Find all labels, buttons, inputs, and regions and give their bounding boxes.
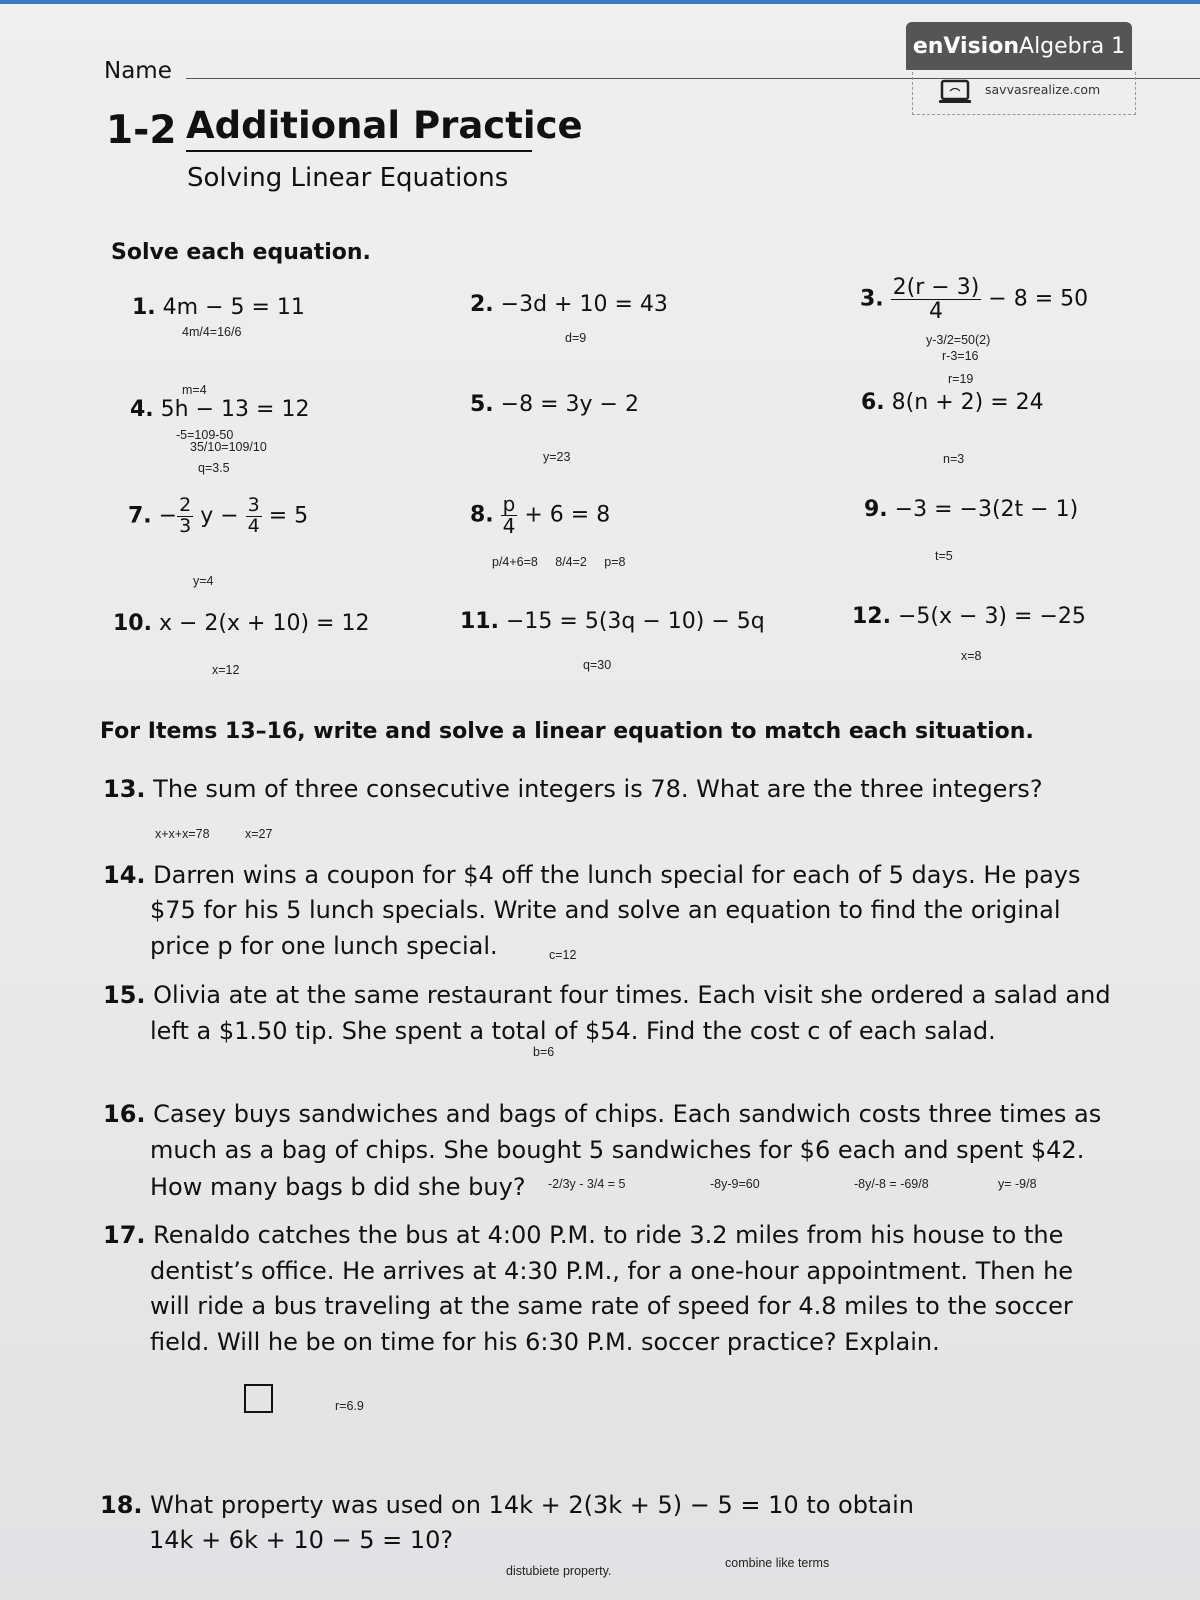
word-problem-16 <box>103 1097 1101 1132</box>
equation: −3d + 10 = 43 <box>500 292 668 317</box>
answer-note: -8y-9=60 <box>710 1177 760 1191</box>
name-label: Name <box>104 58 172 84</box>
fraction <box>501 494 518 537</box>
problem-3 <box>860 276 1088 323</box>
problem-text-line: The sum of three consecutive integers is 78. What are the three integers? <box>153 775 1043 803</box>
instructions-solve: Solve each equation. <box>111 240 371 265</box>
problem-number: 10. <box>113 611 152 636</box>
problem-2 <box>470 292 668 317</box>
fraction <box>177 496 193 537</box>
problem-number: 13. <box>103 775 146 803</box>
problem-number: 2. <box>470 292 494 317</box>
equation-rest: + 6 = 8 <box>517 502 611 528</box>
problem-1 <box>132 295 305 320</box>
problem-number: 18. <box>100 1491 143 1519</box>
problem-text-line: Renaldo catches the bus at 4:00 P.M. to ride 3.2 miles from his house to the <box>153 1221 1064 1249</box>
problem-text-line: will ride a bus traveling at the same rate of speed for 4.8 miles to the soccer <box>150 1292 1073 1320</box>
answer-note: 35/10=109/10 <box>190 440 267 454</box>
problem-text-line: price p for one lunch special. <box>150 932 498 960</box>
fraction-numerator: 2 <box>179 494 192 516</box>
problem-number: 16. <box>103 1100 146 1128</box>
problem-8 <box>470 494 610 537</box>
problem-12 <box>852 604 1086 629</box>
problem-text-line: much as a bag of chips. She bought 5 sandwiches for $6 each and spent $42. <box>150 1136 1085 1164</box>
problem-number: 4. <box>130 397 154 422</box>
laptop-icon <box>938 78 972 106</box>
equation: −3 = −3(2t − 1) <box>894 497 1079 522</box>
brand-banner <box>906 22 1132 70</box>
problem-5 <box>470 392 639 417</box>
answer-note: x=27 <box>245 827 273 841</box>
problem-number: 8. <box>470 502 494 528</box>
answer-note: r-3=16 <box>942 349 979 363</box>
word-problem-17 <box>103 1218 1063 1253</box>
problem-text-line: How many bags b did she buy? <box>150 1173 526 1201</box>
answer-note: b=6 <box>533 1045 555 1059</box>
equation: 8(n + 2) = 24 <box>891 390 1044 415</box>
equation: x − 2(x + 10) = 12 <box>158 611 370 636</box>
fraction-numerator: 2(r − 3) <box>892 275 980 300</box>
problem-text-line: field. Will he be on time for his 6:30 P.M. soccer practice? Explain. <box>150 1328 940 1356</box>
fraction-numerator: 3 <box>247 494 260 516</box>
answer-note: y=4 <box>193 574 214 588</box>
problem-number: 3. <box>860 286 884 312</box>
answer-note: y=23 <box>543 450 571 464</box>
problem-number: 9. <box>864 497 888 522</box>
answer-note: y= -9/8 <box>998 1177 1037 1191</box>
equation: −8 = 3y − 2 <box>500 392 639 417</box>
minus-sign: − <box>158 503 178 529</box>
problem-number: 11. <box>460 609 499 634</box>
answer-note: c=12 <box>549 948 577 962</box>
lesson-title: Additional Practice <box>186 104 583 147</box>
word-problem-15 <box>103 978 1111 1013</box>
problem-number: 1. <box>132 295 156 320</box>
fraction-denominator: 4 <box>247 514 260 537</box>
problem-number: 17. <box>103 1221 146 1249</box>
answer-note: x=12 <box>212 663 240 677</box>
problem-text-line: Darren wins a coupon for $4 off the lunch special for each of 5 days. He pays <box>153 861 1081 889</box>
problem-text-line: left a $1.50 tip. She spent a total of $54. Find the cost c of each salad. <box>150 1017 996 1045</box>
fraction-numerator: p <box>502 492 516 516</box>
problem-text-line: Casey buys sandwiches and bags of chips. Each sandwich costs three times as <box>153 1100 1102 1128</box>
equation-mid: y − <box>200 503 246 529</box>
answer-note: x+x+x=78 <box>155 827 210 841</box>
problem-7 <box>128 496 308 537</box>
word-problem-18 <box>100 1488 914 1523</box>
answer-note: m=4 <box>182 383 207 397</box>
equation: 5h − 13 = 12 <box>160 397 310 422</box>
instructions-word-problems: For Items 13–16, write and solve a linear equation to match each situation. <box>100 719 1034 744</box>
problem-text-line: 14k + 6k + 10 − 5 = 10? <box>149 1526 454 1554</box>
equation: −15 = 5(3q − 10) − 5q <box>505 609 765 634</box>
problem-number: 15. <box>103 981 146 1009</box>
problem-text-line: $75 for his 5 lunch specials. Write and solve an equation to find the original <box>150 896 1061 924</box>
fraction-denominator: 4 <box>928 299 943 325</box>
word-problem-14 <box>103 858 1081 893</box>
fraction-denominator: 4 <box>502 514 516 538</box>
site-url: savvasrealize.com <box>985 82 1101 97</box>
problem-9 <box>864 497 1078 522</box>
answer-note: r=6.9 <box>335 1399 364 1413</box>
lesson-number: 1-2 <box>106 108 177 153</box>
answer-note: x=8 <box>961 649 982 663</box>
word-problem-13 <box>103 772 1043 807</box>
page-edge <box>0 0 1200 4</box>
fraction-denominator: 3 <box>179 514 192 537</box>
answer-note: r=19 <box>948 372 974 386</box>
answer-note: n=3 <box>943 452 965 466</box>
brand-prefix: enVision <box>912 33 1020 59</box>
answer-note: d=9 <box>565 331 587 345</box>
answer-note: q=3.5 <box>198 461 230 475</box>
problem-number: 12. <box>852 604 891 629</box>
answer-note: q=30 <box>583 658 612 672</box>
fraction <box>246 496 262 537</box>
problem-number: 6. <box>861 390 885 415</box>
equation: 4m − 5 = 11 <box>162 295 305 320</box>
equation-rest: − 8 = 50 <box>981 286 1089 312</box>
brand-suffix: Algebra 1 <box>1019 33 1126 59</box>
answer-note: -5=109-50 <box>176 428 234 442</box>
problem-text-line: Olivia ate at the same restaurant four times. Each visit she ordered a salad and <box>153 981 1111 1009</box>
fraction <box>891 276 982 323</box>
answer-note: distubiete property. <box>506 1564 612 1578</box>
problem-11 <box>460 609 765 634</box>
problem-number: 7. <box>128 503 152 529</box>
answer-note: y-3/2=50(2) <box>926 333 991 347</box>
problem-text-line: dentist’s office. He arrives at 4:30 P.M., for a one-hour appointment. Then he <box>150 1257 1074 1285</box>
title-rule <box>186 150 532 152</box>
problem-10 <box>113 611 369 636</box>
equation: −5(x − 3) = −25 <box>897 604 1086 629</box>
problem-6 <box>861 390 1044 415</box>
answer-checkbox[interactable] <box>244 1384 273 1413</box>
answer-note: 4m/4=16/6 <box>182 325 242 339</box>
answer-note: -2/3y - 3/4 = 5 <box>548 1177 626 1191</box>
equation-rest: = 5 <box>261 503 309 529</box>
answer-note: p/4+6=8 8/4=2 p=8 <box>492 555 626 569</box>
lesson-subtitle: Solving Linear Equations <box>187 163 509 193</box>
problem-4 <box>130 397 309 422</box>
answer-note: combine like terms <box>725 1556 830 1570</box>
answer-note: t=5 <box>935 549 953 563</box>
answer-note: -8y/-8 = -69/8 <box>854 1177 929 1191</box>
problem-number: 5. <box>470 392 494 417</box>
problem-text-line: What property was used on 14k + 2(3k + 5) − 5 = 10 to obtain <box>150 1491 914 1519</box>
problem-number: 14. <box>103 861 146 889</box>
